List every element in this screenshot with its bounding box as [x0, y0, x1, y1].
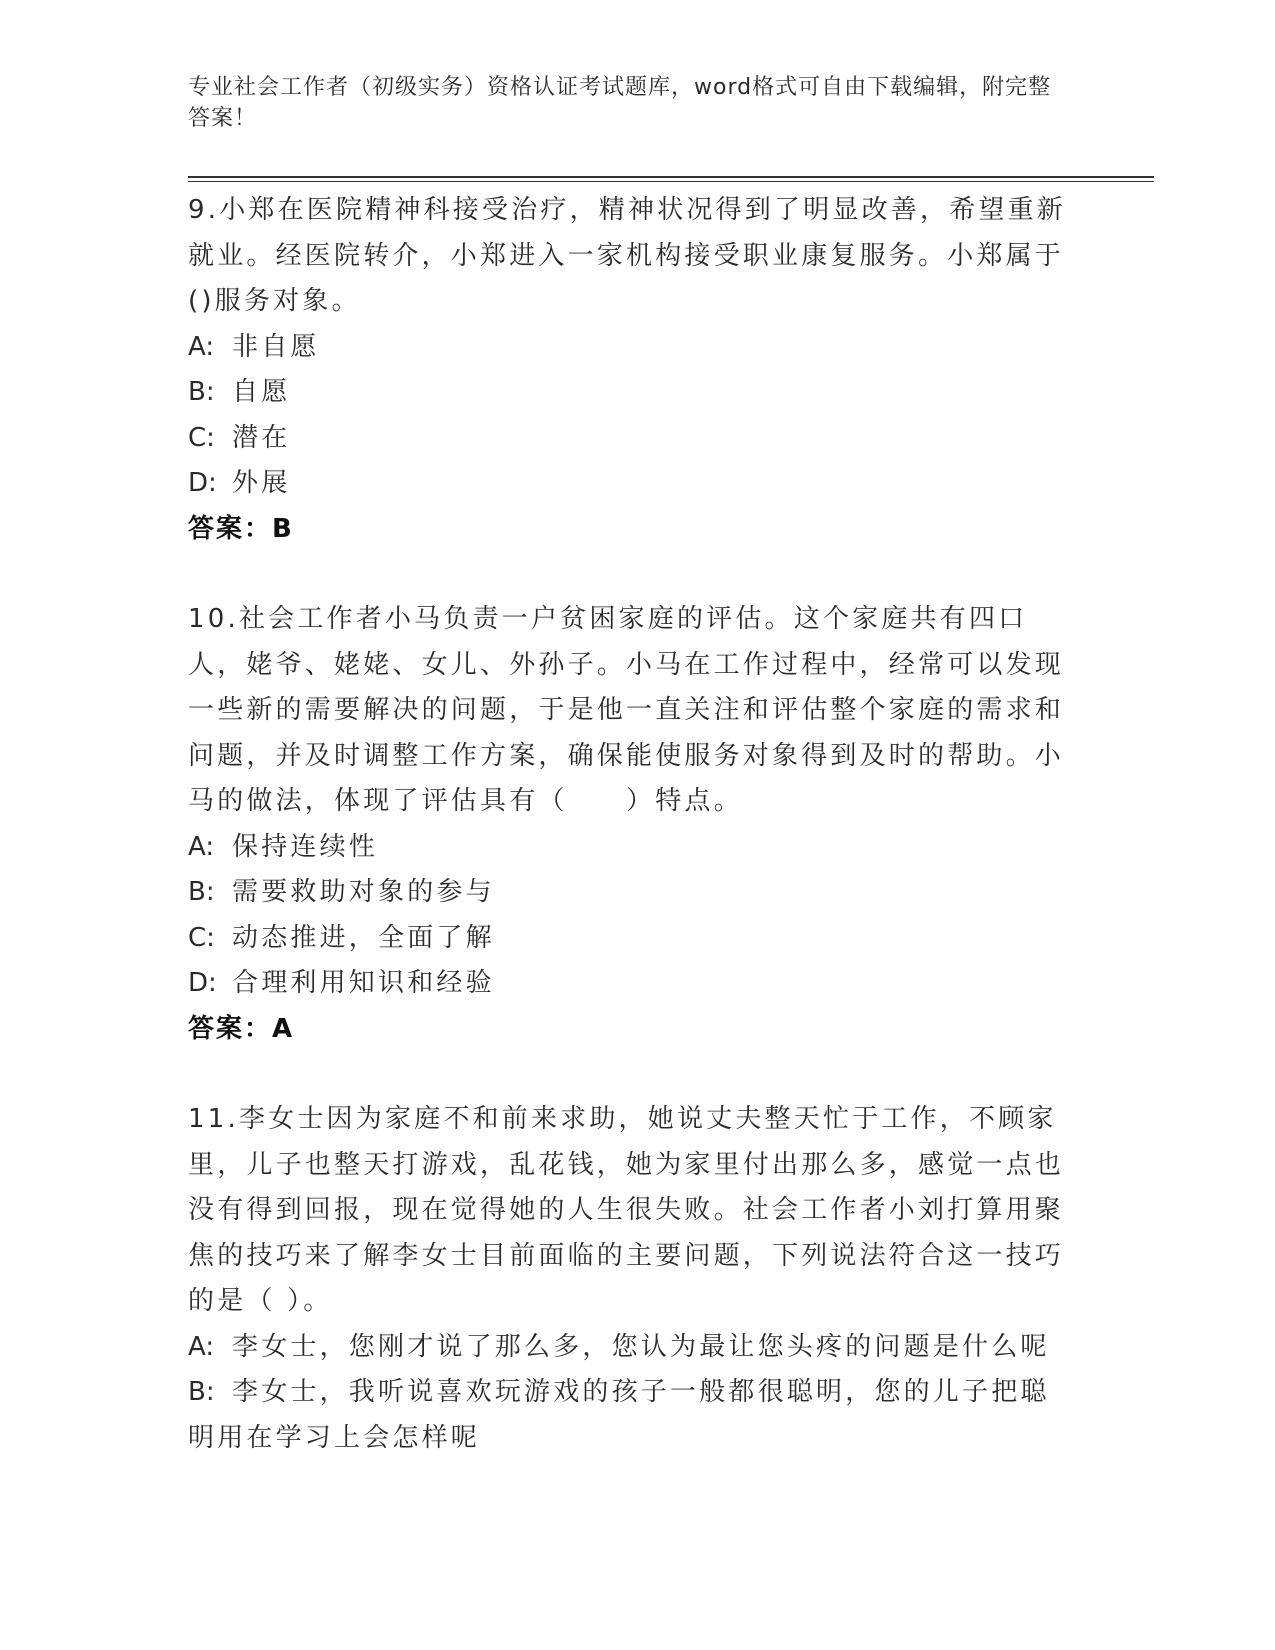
answer-line: 答案：B: [188, 513, 294, 544]
option-text: 保持连续性: [232, 831, 379, 862]
question-list: [188, 188, 1068, 1506]
header-rule-thin: [188, 181, 1154, 182]
option-b: [188, 1370, 1068, 1461]
option-c: [188, 416, 1068, 462]
option-d: [188, 461, 1068, 507]
option-b: [188, 870, 1068, 916]
option-text: 外展: [232, 468, 291, 498]
question-10: [188, 597, 1068, 1052]
header-rule-thick: [188, 176, 1154, 178]
option-text: 自愿: [232, 377, 291, 407]
option-key: B:: [188, 877, 215, 907]
question-stem: 9.小郑在医院精神科接受治疗，精神状况得到了明显改善，希望重新就业。经医院转介，小郑进入一家机构接受职业康复服务。小郑属于()服务对象。: [188, 195, 1067, 316]
option-text: 李女士，我听说喜欢玩游戏的孩子一般都很聪明，您的儿子把聪明用在学习上会怎样呢: [188, 1377, 1050, 1453]
option-key: A:: [188, 831, 215, 862]
option-c: [188, 916, 1068, 962]
option-text: 非自愿: [232, 331, 320, 362]
option-key: B:: [188, 1377, 215, 1407]
option-d: [188, 961, 1068, 1007]
option-key: D:: [188, 468, 217, 498]
option-key: B:: [188, 377, 215, 407]
question-stem: 11.李女士因为家庭不和前来求助，她说丈夫整天忙于工作，不顾家里，儿子也整天打游戏，乱花钱，她为家里付出那么多，感觉一点也没有得到回报，现在觉得她的人生很失败。社会工作者小刘打算用聚焦的技巧来了解李女士目前面临的主要问题，下列说法符合这一技巧的是（ ）。: [188, 1104, 1065, 1316]
option-key: A:: [188, 1331, 215, 1362]
question-11: [188, 1097, 1068, 1461]
document-header: 专业社会工作者（初级实务）资格认证考试题库，word格式可自由下载编辑，附完整答案！: [188, 75, 1052, 131]
option-key: C:: [188, 422, 215, 453]
option-text: 合理利用知识和经验: [232, 968, 495, 998]
option-key: A:: [188, 331, 215, 362]
option-key: C:: [188, 922, 215, 953]
option-text: 李女士，您刚才说了那么多，您认为最让您头疼的问题是什么呢: [232, 1331, 1050, 1362]
option-key: D:: [188, 968, 217, 998]
option-a: [188, 325, 1068, 371]
option-b: [188, 370, 1068, 416]
option-a: [188, 1325, 1068, 1371]
option-a: [188, 825, 1068, 871]
option-text: 潜在: [232, 422, 291, 453]
option-text: 需要救助对象的参与: [232, 877, 495, 907]
question-9: [188, 188, 1068, 552]
answer-line: 答案：A: [188, 1013, 295, 1044]
option-text: 动态推进，全面了解: [232, 922, 495, 953]
question-stem: 10.社会工作者小马负责一户贫困家庭的评估。这个家庭共有四口人，姥爷、姥姥、女儿、外孙子。小马在工作过程中，经常可以发现一些新的需要解决的问题，于是他一直关注和评估整个家庭的需求和问题，并及时调整工作方案，确保能使服务对象得到及时的帮助。小马的做法，体现了评估具有（ ）特点。: [188, 604, 1065, 816]
